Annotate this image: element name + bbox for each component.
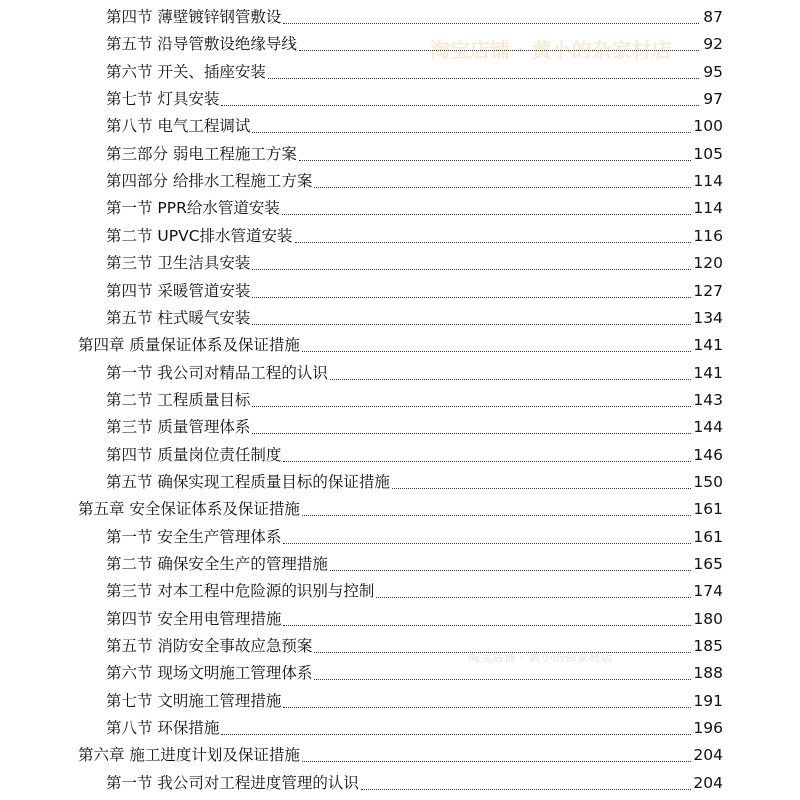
- toc-entry-page-number: 191: [693, 691, 723, 710]
- toc-entry-page-number: 161: [693, 500, 723, 519]
- toc-entry-page-number: 114: [693, 199, 723, 218]
- toc-entry[interactable]: [106, 305, 723, 332]
- toc-dot-leader: [252, 269, 691, 270]
- toc-entry-title: 第二节 UPVC排水管道安装: [106, 226, 293, 245]
- toc-entry[interactable]: [106, 113, 723, 140]
- toc-entry-page-number: 97: [703, 90, 723, 109]
- toc-entry-title: 第七节 灯具安装: [106, 90, 220, 109]
- toc-entry-page-number: 100: [693, 117, 723, 136]
- toc-entry[interactable]: [78, 332, 723, 359]
- toc-entry-title: 第三节 卫生洁具安装: [106, 254, 251, 273]
- toc-dot-leader: [302, 761, 691, 762]
- toc-dot-leader: [299, 160, 691, 161]
- toc-entry-title: 第八节 环保措施: [106, 719, 220, 738]
- toc-entry-title: 第二节 工程质量目标: [106, 390, 251, 409]
- toc-entry[interactable]: [106, 387, 723, 414]
- toc-entry-page-number: 105: [693, 144, 723, 163]
- toc-entry-title: 第五节 沿导管敷设绝缘导线: [106, 35, 297, 54]
- toc-dot-leader: [361, 789, 691, 790]
- toc-entry-title: 第五节 柱式暖气安装: [106, 308, 251, 327]
- toc-entry[interactable]: [106, 660, 723, 687]
- toc-entry[interactable]: [106, 633, 723, 660]
- toc-dot-leader: [252, 297, 691, 298]
- toc-entry-title: 第五节 消防安全事故应急预案: [106, 637, 313, 656]
- toc-dot-leader: [314, 187, 691, 188]
- toc-entry-title: 第七节 文明施工管理措施: [106, 691, 282, 710]
- toc-entry-title: 第三节 质量管理体系: [106, 418, 251, 437]
- toc-entry[interactable]: [106, 141, 723, 168]
- toc-entry-title: 第一节 安全生产管理体系: [106, 527, 282, 546]
- toc-entry[interactable]: [78, 742, 723, 769]
- toc-entry[interactable]: [78, 496, 723, 523]
- toc-entry[interactable]: [106, 606, 723, 633]
- toc-entry[interactable]: [106, 195, 723, 222]
- toc-entry[interactable]: [106, 250, 723, 277]
- toc-dot-leader: [392, 488, 691, 489]
- toc-entry-title: 第四节 薄壁镀锌钢管敷设: [106, 8, 282, 26]
- watermark-shop-name: 淘宝店铺 · 黄小的杂家材店: [430, 38, 672, 62]
- toc-dot-leader: [299, 50, 699, 51]
- toc-entry[interactable]: [106, 59, 723, 86]
- toc-entry-page-number: 120: [693, 254, 723, 273]
- toc-entry-title: 第四节 质量岗位责任制度: [106, 445, 282, 464]
- toc-entry[interactable]: [106, 688, 723, 715]
- toc-entry-page-number: 204: [693, 746, 723, 765]
- toc-entry-title: 第五节 确保实现工程质量目标的保证措施: [106, 472, 390, 491]
- toc-dot-leader: [221, 734, 691, 735]
- toc-entry-page-number: 150: [693, 472, 723, 491]
- toc-dot-leader: [330, 570, 691, 571]
- toc-entry-title: 第一节 我公司对精品工程的认识: [106, 363, 328, 382]
- toc-dot-leader: [283, 543, 691, 544]
- toc-dot-leader: [221, 105, 699, 106]
- toc-entry-title: 第六节 现场文明施工管理体系: [106, 664, 313, 683]
- toc-entry-page-number: 141: [693, 363, 723, 382]
- toc-entry[interactable]: [106, 278, 723, 305]
- toc-entry-page-number: 196: [693, 719, 723, 738]
- toc-dot-leader: [302, 351, 691, 352]
- toc-entry-title: 第五章 安全保证体系及保证措施: [78, 500, 300, 519]
- toc-entry-page-number: 114: [693, 172, 723, 191]
- toc-dot-leader: [295, 242, 692, 243]
- toc-dot-leader: [252, 406, 691, 407]
- toc-entry[interactable]: [106, 469, 723, 496]
- toc-entry-page-number: 180: [693, 609, 723, 628]
- toc-entry-title: 第二节 确保安全生产的管理措施: [106, 555, 328, 573]
- toc-dot-leader: [283, 707, 691, 708]
- toc-dot-leader: [283, 461, 691, 462]
- toc-dot-leader: [282, 214, 692, 215]
- toc-entry-title: 第一节 我公司对工程进度管理的认识: [106, 773, 359, 792]
- toc-entry-page-number: 188: [693, 664, 723, 683]
- toc-entry[interactable]: [106, 715, 723, 742]
- toc-entry-page-number: 143: [693, 390, 723, 409]
- toc-dot-leader: [314, 652, 691, 653]
- toc-entry[interactable]: [106, 414, 723, 441]
- toc-dot-leader: [252, 132, 691, 133]
- toc-entry-page-number: 161: [693, 527, 723, 546]
- toc-entry[interactable]: [106, 770, 723, 797]
- toc-entry[interactable]: [106, 524, 723, 551]
- toc-entry-title: 第四部分 给排水工程施工方案: [106, 172, 313, 191]
- toc-entry[interactable]: [106, 578, 723, 605]
- toc-entry-page-number: 144: [693, 418, 723, 437]
- toc-dot-leader: [252, 433, 691, 434]
- toc-entry-title: 第三部分 弱电工程施工方案: [106, 144, 297, 163]
- toc-entry-page-number: 127: [693, 281, 723, 300]
- toc-entry[interactable]: [106, 223, 723, 250]
- toc-dot-leader: [376, 597, 691, 598]
- toc-entry-title: 第一节 PPR给水管道安装: [106, 199, 280, 218]
- toc-dot-leader: [283, 23, 699, 24]
- toc-entry-title: 第三节 对本工程中危险源的识别与控制: [106, 582, 375, 601]
- toc-entry[interactable]: [106, 442, 723, 469]
- toc-entry[interactable]: [106, 86, 723, 113]
- toc-entry-page-number: 116: [693, 226, 723, 245]
- toc-entry-page-number: 141: [693, 336, 723, 355]
- toc-entry-title: 第四节 采暖管道安装: [106, 281, 251, 300]
- toc-dot-leader: [268, 78, 699, 79]
- toc-dot-leader: [330, 379, 691, 380]
- toc-entry-page-number: 185: [693, 637, 723, 656]
- toc-entry-page-number: 146: [693, 445, 723, 464]
- toc-entry-title: 第四章 质量保证体系及保证措施: [78, 336, 300, 355]
- toc-entry-page-number: 204: [693, 773, 723, 792]
- toc-entry-page-number: 95: [703, 62, 723, 81]
- toc-entry[interactable]: [106, 31, 723, 58]
- toc-entry-title: 第六章 施工进度计划及保证措施: [78, 746, 300, 765]
- toc-entry[interactable]: [106, 4, 723, 31]
- toc-dot-leader: [314, 679, 691, 680]
- toc-dot-leader: [252, 324, 691, 325]
- toc-entry-title: 第四节 安全用电管理措施: [106, 609, 282, 628]
- toc-entry[interactable]: [106, 360, 723, 387]
- toc-dot-leader: [302, 515, 691, 516]
- toc-entry-title: 第六节 开关、插座安装: [106, 62, 266, 81]
- toc-dot-leader: [283, 625, 691, 626]
- toc-entry-page-number: 165: [693, 555, 723, 573]
- watermark-shop-name-faint: 淘宝店铺 · 黄小的杂家材店: [468, 650, 613, 664]
- toc-entry-page-number: 174: [693, 582, 723, 601]
- toc-entry-title: 第八节 电气工程调试: [106, 117, 251, 136]
- toc-entry-page-number: 87: [703, 8, 723, 26]
- toc-entry[interactable]: [106, 168, 723, 195]
- toc-entry-page-number: 92: [703, 35, 723, 54]
- toc-entry-page-number: 134: [693, 308, 723, 327]
- toc-entry[interactable]: [106, 551, 723, 578]
